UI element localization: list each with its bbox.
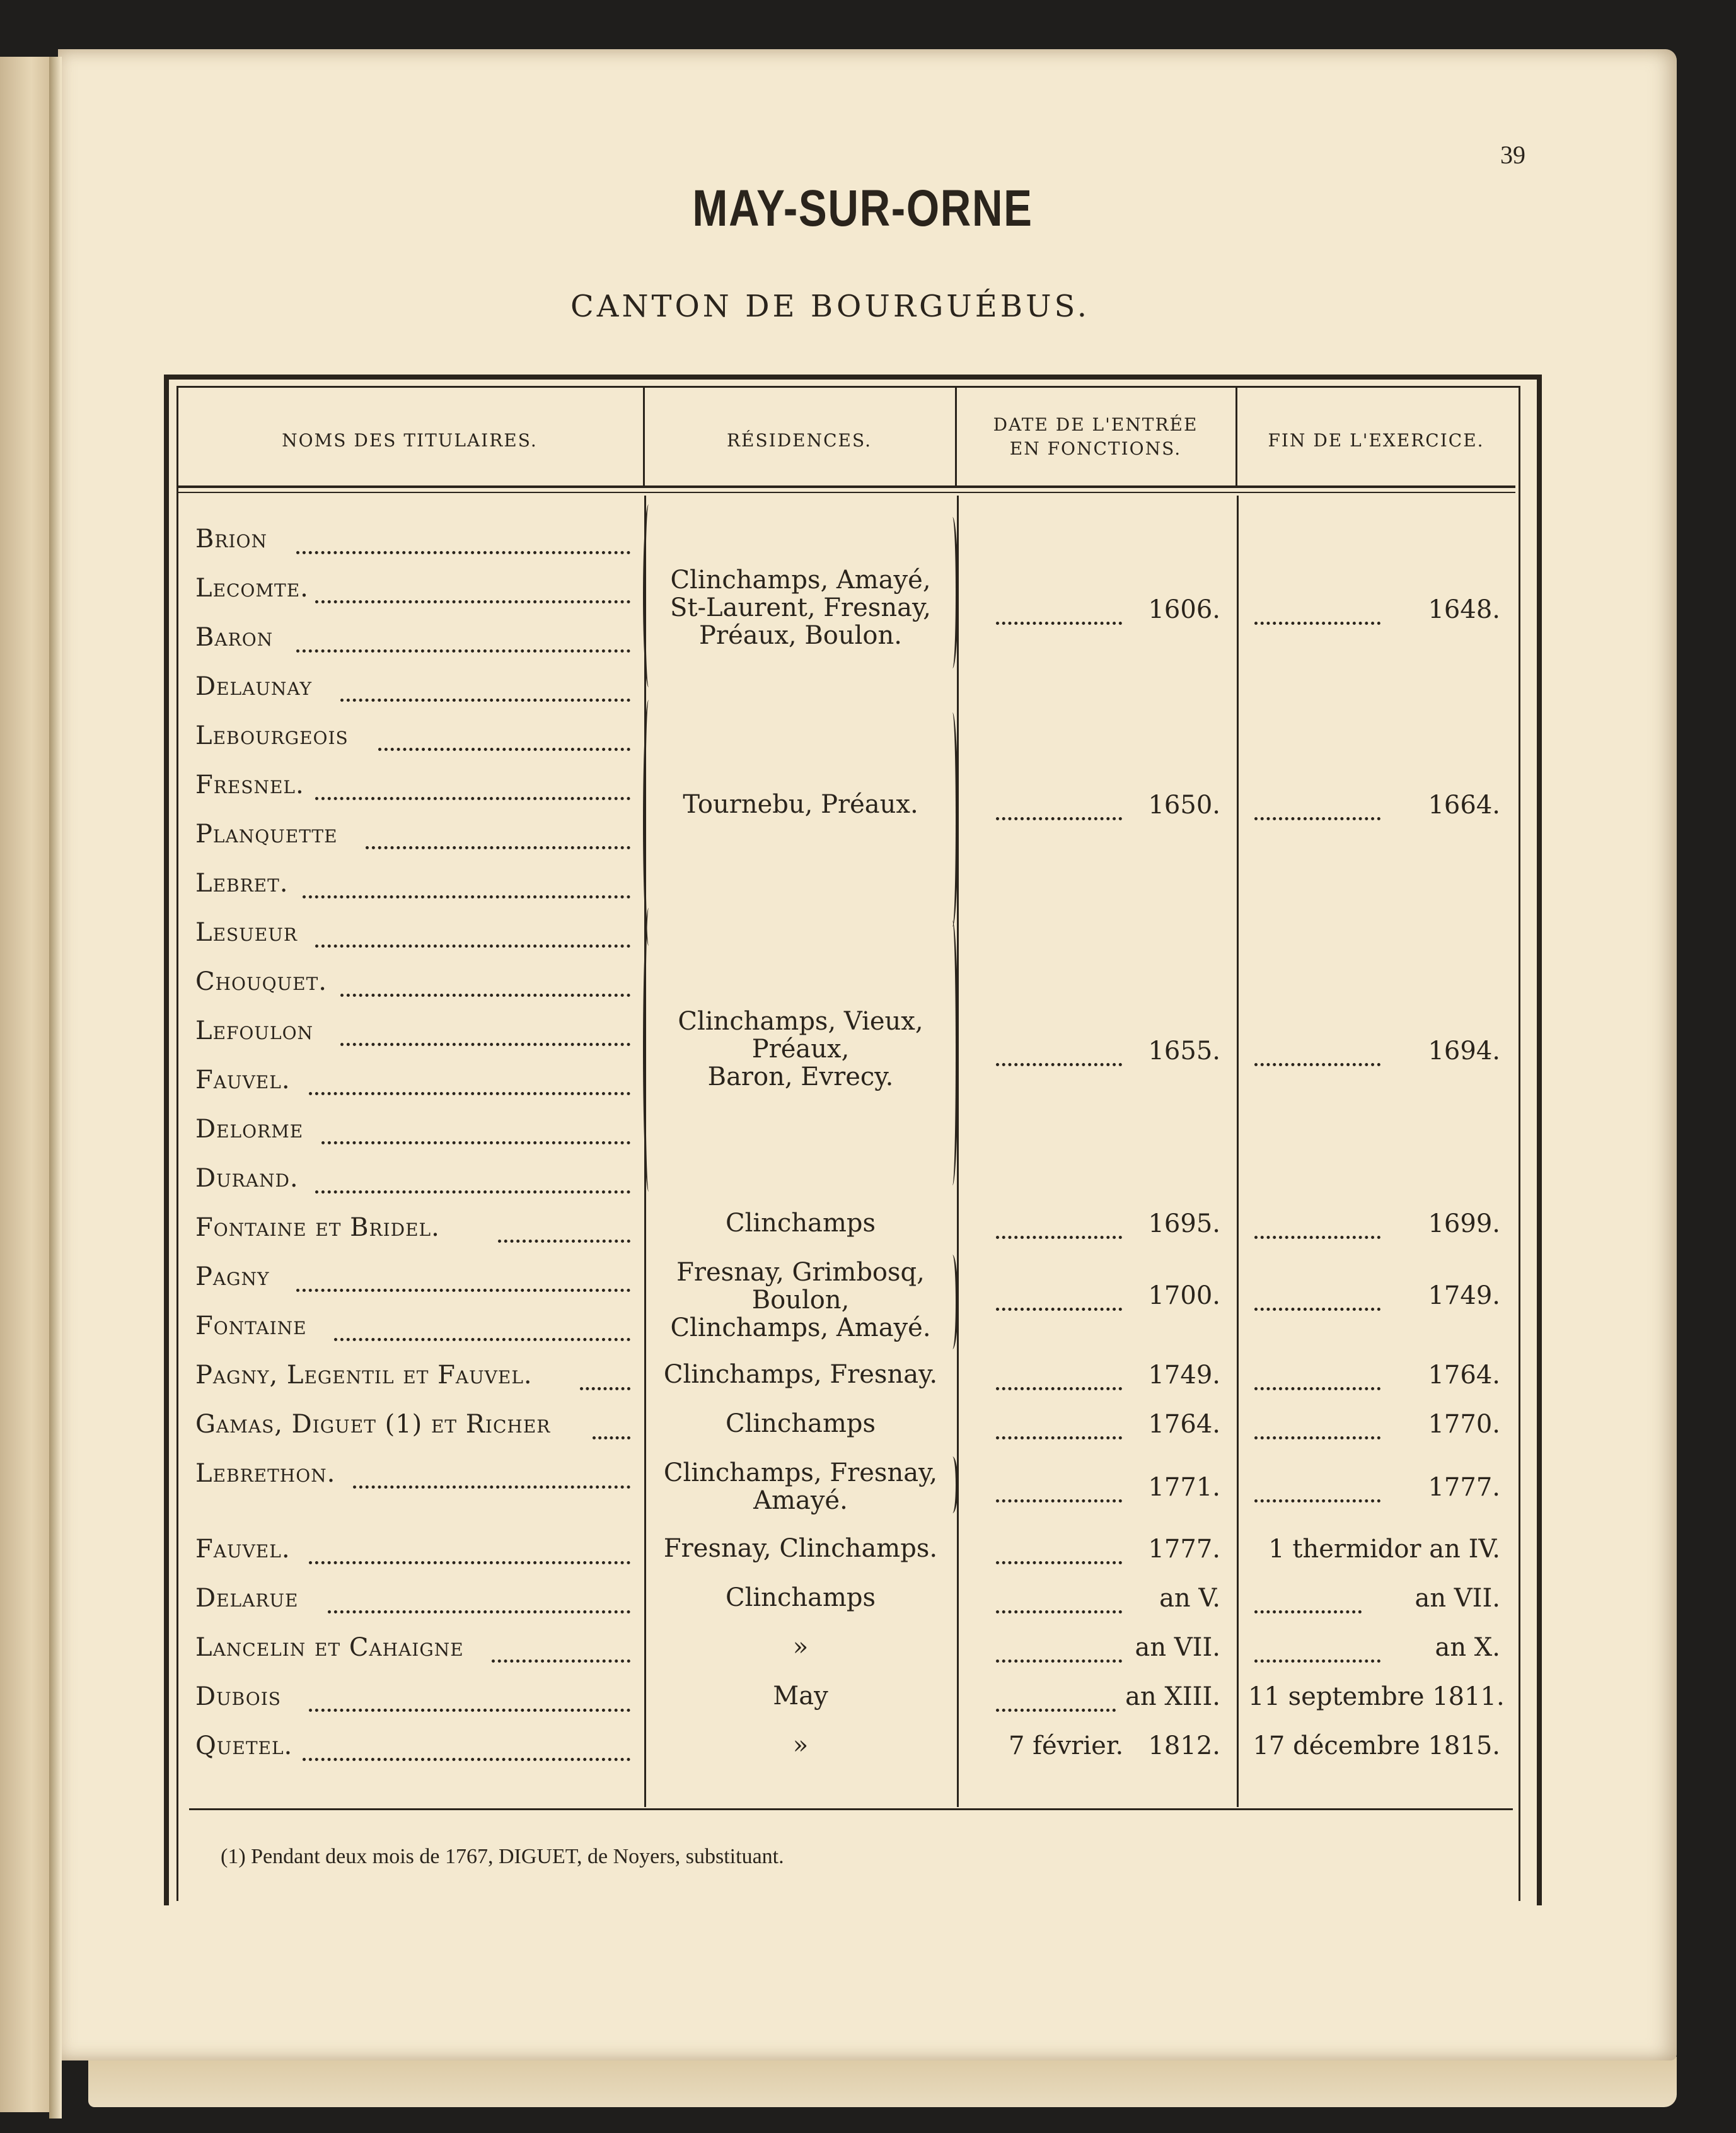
dot-leader [303,895,630,898]
residence-line: Tournebu, Préaux. [683,790,918,819]
dot-leader [328,1610,630,1613]
header-names: NOMS DES TITULAIRES. [282,430,538,451]
residence-line: Boulon, [751,1286,850,1315]
end-date: an VII. [1415,1584,1500,1613]
residence-group-9 [649,1535,952,1562]
name-row: Lebourgeois [195,721,349,750]
group-brace [947,712,958,927]
dot-leader [340,699,630,702]
dot-leader [315,1190,630,1194]
residence-line: Baron, Evrecy. [707,1062,894,1091]
name-row: Fontaine et Bridel. [195,1213,440,1242]
dot-leader [296,649,630,653]
start-date: 1655. [1148,1037,1220,1066]
start-date: 1650. [1148,791,1220,820]
start-date: an VII. [1135,1633,1220,1662]
start-date: 1606. [1148,595,1220,624]
residence-group-12 [649,1682,952,1710]
dot-leader [296,1289,630,1292]
end-date: 1648. [1428,595,1500,624]
start-date-prefix: 7 février. [1009,1731,1124,1760]
name-row: Gamas, Diguet (1) et Richer [195,1410,551,1439]
end-date: 1770. [1428,1410,1500,1439]
dot-leader [353,1485,630,1489]
page-number: 39 [1500,141,1525,169]
residence-line: Clinchamps, Fresnay. [663,1360,938,1389]
name-row: Baron [195,623,274,652]
residence-group-4 [649,1209,952,1237]
end-date: 1777. [1428,1473,1500,1502]
residence-line: Clinchamps [725,1583,876,1612]
dot-leader [378,748,630,751]
dot-leader [996,1387,1122,1390]
name-row: Dubois [195,1682,281,1711]
dot-leader [492,1659,630,1663]
name-row: Lefoulon [195,1016,314,1045]
residence-line: Amayé. [753,1486,848,1515]
start-date: 1749. [1148,1361,1220,1390]
book-spine [49,57,62,2118]
name-row: Durand. [195,1164,299,1193]
header-start-line2: EN FONCTIONS. [1009,438,1182,459]
dot-leader [315,944,630,948]
page-title: MAY-SUR-ORNE [692,180,1033,237]
name-row: Pagny, Legentil et Fauvel. [195,1361,533,1390]
residence-group-13 [649,1731,952,1759]
header-rule-thin [178,492,1515,493]
end-date: an X. [1435,1633,1500,1662]
residence-line: Clinchamps [725,1209,876,1238]
dot-leader [340,1043,630,1046]
dot-leader [996,1308,1122,1311]
residence-group-11 [649,1633,952,1661]
column-divider-2 [957,496,959,1807]
dot-leader [996,622,1122,625]
residence-line: Préaux, [751,1035,850,1064]
residence-line: Fresnay, Grimbosq, [676,1258,925,1287]
dot-leader [309,1709,630,1712]
dot-leader [580,1387,630,1390]
residence-group-10 [649,1584,952,1612]
end-date: 17 décembre 1815. [1253,1731,1500,1760]
residence-line: Clinchamps, Amayé. [670,1313,931,1342]
residence-line: Préaux, Boulon. [699,621,902,650]
dot-leader [996,1659,1122,1663]
name-row: Lancelin et Cahaigne [195,1633,464,1662]
end-date: 1664. [1428,791,1500,820]
residence-line: Clinchamps, Fresnay, [663,1458,938,1487]
dot-leader [996,1236,1122,1239]
end-date: 1 thermidor an IV. [1268,1535,1500,1564]
dot-leader [996,1709,1116,1712]
name-row: Fauvel. [195,1535,291,1564]
start-date: 1700. [1148,1281,1220,1310]
name-row: Quetel. [195,1731,293,1760]
name-row: Lebret. [195,869,289,898]
dot-leader [996,1561,1122,1564]
residence-line: St-Laurent, Fresnay, [670,593,931,622]
name-row: Lebrethon. [195,1459,336,1488]
name-row: Chouquet. [195,967,327,996]
residence-line: Clinchamps, Vieux, [678,1007,923,1036]
page-stack-edge [88,2057,1677,2107]
start-date: 1771. [1148,1473,1220,1502]
residence-group-5 [649,1258,952,1342]
name-row: Lesueur [195,918,298,947]
dot-leader [315,797,630,800]
dot-leader [498,1240,630,1243]
dot-leader [296,551,630,554]
dot-leader [996,1063,1122,1066]
start-date: an XIII. [1125,1682,1220,1711]
residence-line: Clinchamps [725,1409,876,1438]
residence-group-7 [649,1410,952,1438]
residence-line: » [792,1632,809,1661]
residence-group-1 [649,566,952,649]
name-row: Fauvel. [195,1066,291,1095]
dot-leader [366,846,630,849]
header-rule [178,485,1515,488]
canton-label: CANTON DE BOURGUÉBUS. [570,289,1090,324]
start-date: an V. [1159,1584,1220,1613]
name-row: Delarue [195,1584,299,1613]
residence-line: May [773,1682,828,1711]
table-bottom-rule [189,1808,1513,1810]
dot-leader [303,1758,630,1761]
residence-group-8 [649,1459,952,1514]
footnote: (1) Pendant deux mois de 1767, DIGUET, de Noyers, substituant. [221,1845,784,1868]
dot-leader [996,1499,1122,1502]
name-row: Pagny [195,1262,270,1291]
name-row: Delaunay [195,672,312,701]
page-subtitle [0,289,1736,324]
residence-group-3 [649,1008,952,1091]
residence-group-2 [649,791,952,818]
name-row: Lecomte. [195,574,309,603]
header-start-date [957,413,1234,461]
dot-leader [593,1436,630,1439]
end-date: 1764. [1428,1361,1500,1390]
name-row: Planquette [195,820,338,849]
dot-leader [996,1610,1122,1613]
start-date: 1812. [1148,1731,1220,1760]
start-date: 1764. [1148,1410,1220,1439]
start-date: 1777. [1148,1535,1220,1564]
dot-leader [340,994,630,997]
end-date: 11 septembre 1811. [1248,1682,1505,1711]
header-end-date: FIN DE L'EXERCICE. [1268,430,1484,451]
dot-leader [996,817,1122,820]
header-residences: RÉSIDENCES. [726,430,872,451]
start-date: 1695. [1148,1209,1220,1238]
name-row: Brion [195,525,267,554]
dot-leader [996,1436,1122,1439]
column-divider-3 [1237,496,1239,1807]
residence-group-6 [649,1361,952,1388]
dot-leader [309,1561,630,1564]
residence-line: » [792,1731,809,1760]
end-date: 1699. [1428,1209,1500,1238]
header-start-line1: DATE DE L'ENTRÉE [993,414,1198,435]
residence-line: Fresnay, Clinchamps. [663,1534,938,1563]
name-row: Fresnel. [195,770,304,799]
name-row: Delorme [195,1115,304,1144]
facing-page-edge [0,57,57,2112]
residence-line: Clinchamps, Amayé, [670,566,931,595]
dot-leader [334,1338,630,1341]
dot-leader [309,1092,630,1095]
name-row: Fontaine [195,1311,307,1340]
end-date: 1749. [1428,1281,1500,1310]
end-date: 1694. [1428,1037,1500,1066]
dot-leader [321,1141,630,1144]
dot-leader [315,600,630,603]
